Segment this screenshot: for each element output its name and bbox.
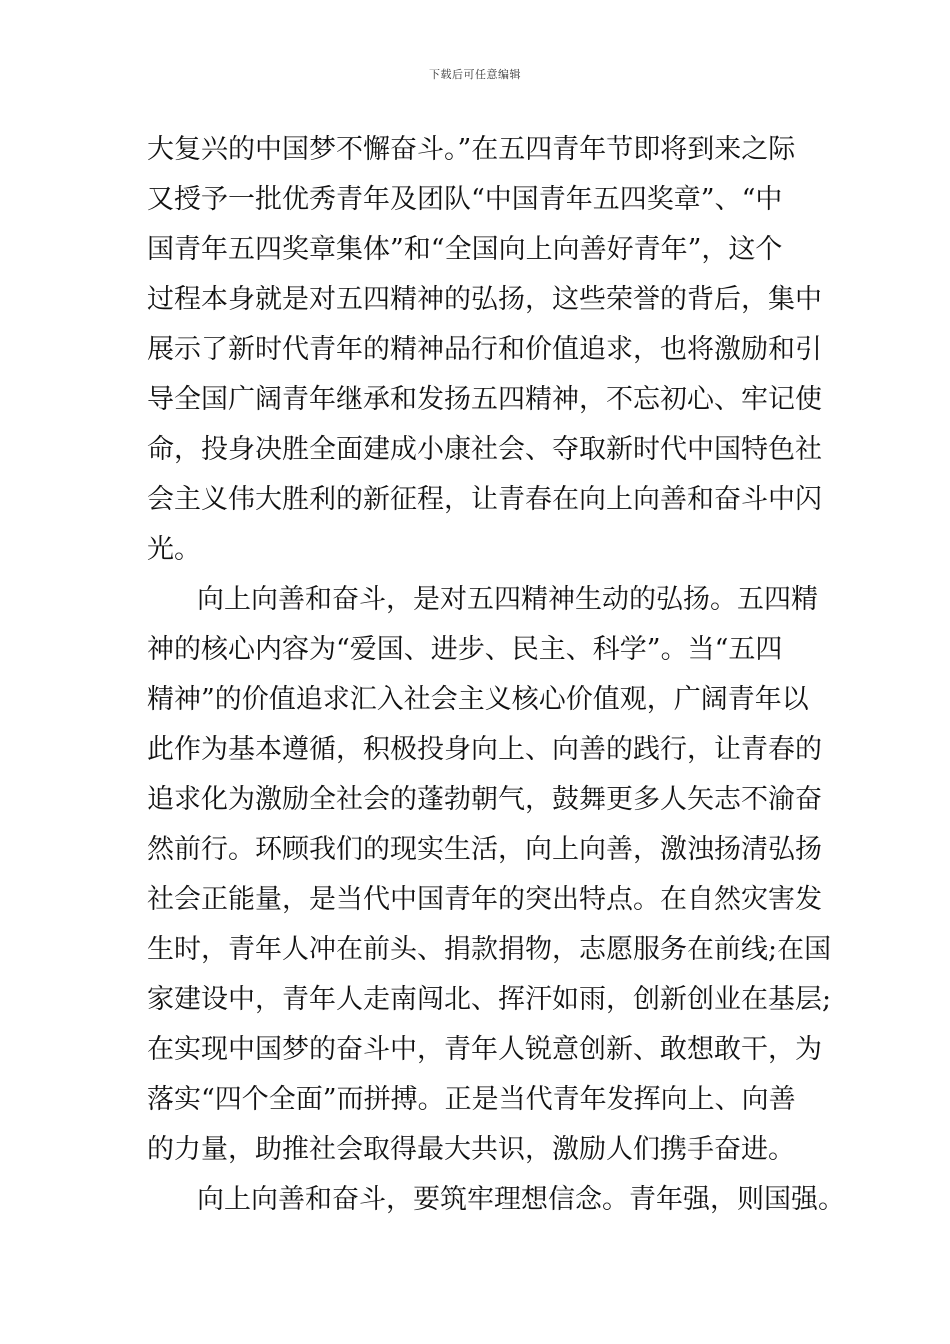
text-line-20: 落实“四个全面”而拼搏。正是当代青年发挥向上、向善 [147, 1084, 796, 1115]
text-line-6: 导全国广阔青年继承和发扬五四精神，不忘初心、牢记使 [147, 384, 822, 415]
text-line-10: 向上向善和奋斗，是对五四精神生动的弘扬。五四精 [197, 584, 818, 615]
text-line-19: 在实现中国梦的奋斗中，青年人锐意创新、敢想敢干，为 [147, 1034, 822, 1065]
text-line-8: 会主义伟大胜利的新征程，让青春在向上向善和奋斗中闪 [147, 484, 822, 515]
text-line-7: 命，投身决胜全面建成小康社会、夺取新时代中国特色社 [147, 434, 822, 465]
text-line-21: 的力量，助推社会取得最大共识，激励人们携手奋进。 [147, 1134, 795, 1165]
text-line-22: 向上向善和奋斗，要筑牢理想信念。青年强，则国强。 [197, 1184, 845, 1215]
text-line-5: 展示了新时代青年的精神品行和价值追求，也将激励和引 [147, 334, 822, 365]
text-line-3: 国青年五四奖章集体”和“全国向上向善好青年”，这个 [147, 234, 783, 265]
text-line-2: 又授予一批优秀青年及团队“中国青年五四奖章”、“中 [147, 184, 783, 215]
text-line-4: 过程本身就是对五四精神的弘扬，这些荣誉的背后，集中 [147, 284, 822, 315]
text-line-13: 此作为基本遵循，积极投身向上、向善的践行，让青春的 [147, 734, 822, 765]
text-line-11: 神的核心内容为“爱国、进步、民主、科学”。当“五四 [147, 634, 783, 665]
text-line-17: 生时，青年人冲在前头、捐款捐物，志愿服务在前线;在国 [147, 934, 832, 965]
text-line-16: 社会正能量，是当代中国青年的突出特点。在自然灾害发 [147, 884, 822, 915]
text-line-15: 然前行。环顾我们的现实生活，向上向善，激浊扬清弘扬 [147, 834, 822, 865]
header-note: 下载后可任意编辑 [429, 68, 521, 81]
text-line-9: 光。 [147, 534, 201, 565]
text-line-14: 追求化为激励全社会的蓬勃朝气，鼓舞更多人矢志不渝奋 [147, 784, 822, 815]
text-line-12: 精神”的价值追求汇入社会主义核心价值观，广阔青年以 [147, 684, 809, 715]
text-line-18: 家建设中，青年人走南闯北、挥汗如雨，创新创业在基层; [147, 984, 832, 1015]
text-line-1: 大复兴的中国梦不懈奋斗。”在五四青年节即将到来之际 [147, 134, 796, 165]
